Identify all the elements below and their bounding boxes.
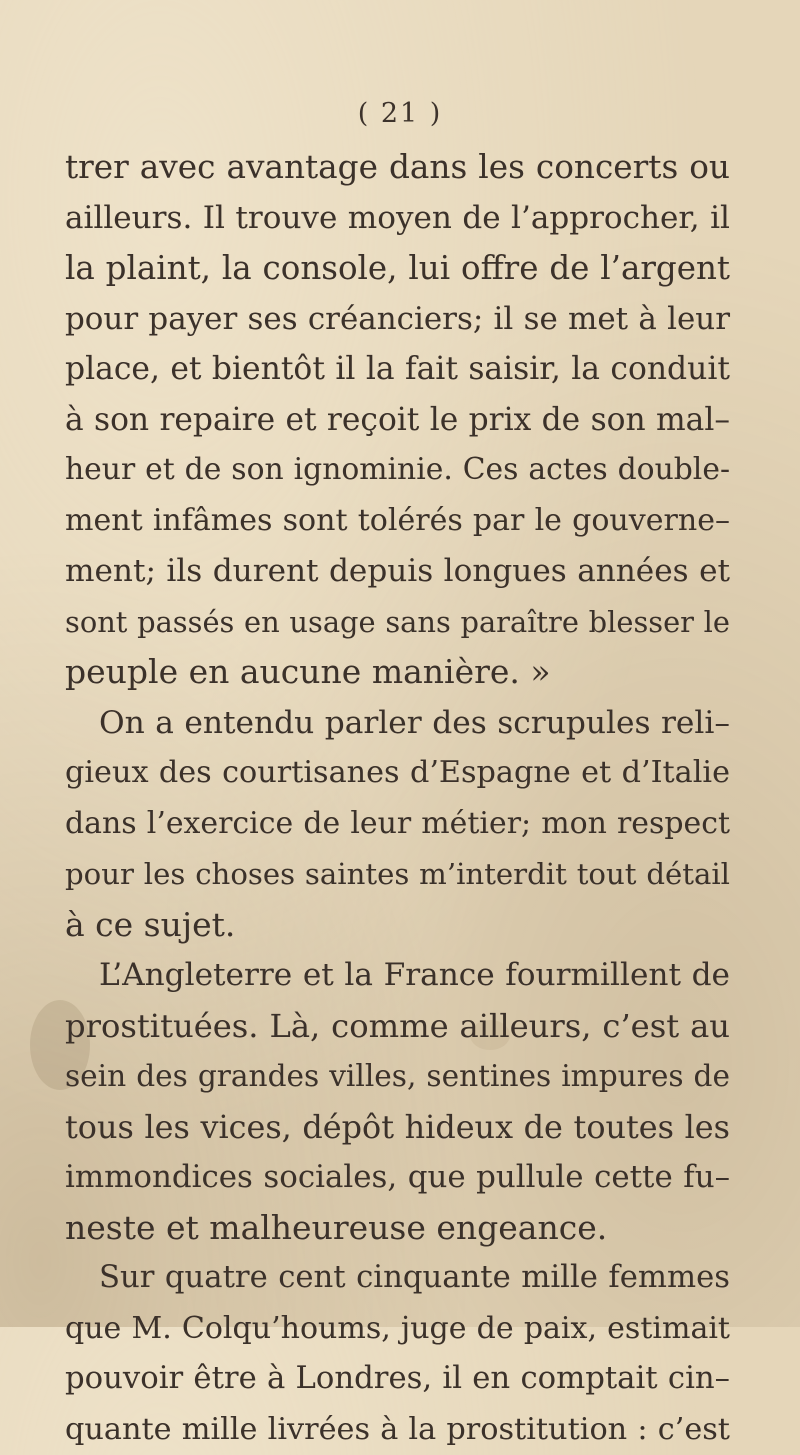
- text-line: sont passés en usage sans paraître blesser le: [65, 597, 730, 648]
- text-line: place, et bientôt il la fait saisir, la conduit: [65, 344, 730, 395]
- text-line: tous les vices, dépôt hideux de toutes les: [65, 1102, 730, 1153]
- body-text: [65, 142, 730, 1455]
- text-line: neste et malheureuse engeance.: [65, 1203, 730, 1254]
- text-line: peuple en aucune manière. »: [65, 647, 730, 698]
- text-line: à son repaire et reçoit le prix de son mal–: [65, 395, 730, 446]
- paragraph-start-line: On a entendu parler des scrupules reli–: [65, 698, 730, 749]
- text-line: ment; ils durent depuis longues années et: [65, 546, 730, 597]
- text-line: la plaint, la console, lui offre de l’argent: [65, 243, 730, 294]
- text-line: immondices sociales, que pullule cette fu–: [65, 1152, 730, 1203]
- page-number: ( 21 ): [0, 98, 800, 129]
- text-line: pour les choses saintes m’interdit tout détail: [65, 849, 730, 900]
- text-line: sein des grandes villes, sentines impures de: [65, 1051, 730, 1102]
- text-line: que M. Colqu’houms, juge de paix, estimait: [65, 1304, 730, 1355]
- paragraph-start-line: Sur quatre cent cinquante mille femmes: [65, 1253, 730, 1304]
- text-line: pouvoir être à Londres, il en comptait cin–: [65, 1354, 730, 1405]
- text-line: ailleurs. Il trouve moyen de l’approcher, il: [65, 193, 730, 244]
- text-line: trer avec avantage dans les concerts ou: [65, 142, 730, 193]
- text-line: prostituées. Là, comme ailleurs, c’est au: [65, 1001, 730, 1052]
- text-line: heur et de son ignominie. Ces actes double-: [65, 445, 730, 496]
- text-line: quante mille livrées à la prostitution : c’est: [65, 1405, 730, 1455]
- paragraph-start-line: L’Angleterre et la France fourmillent de: [65, 950, 730, 1001]
- text-line: pour payer ses créanciers; il se met à leur: [65, 294, 730, 345]
- text-line: gieux des courtisanes d’Espagne et d’Italie: [65, 748, 730, 799]
- text-line: ment infâmes sont tolérés par le gouverne–: [65, 496, 730, 547]
- text-line: à ce sujet.: [65, 900, 730, 951]
- text-line: dans l’exercice de leur métier; mon respect: [65, 799, 730, 850]
